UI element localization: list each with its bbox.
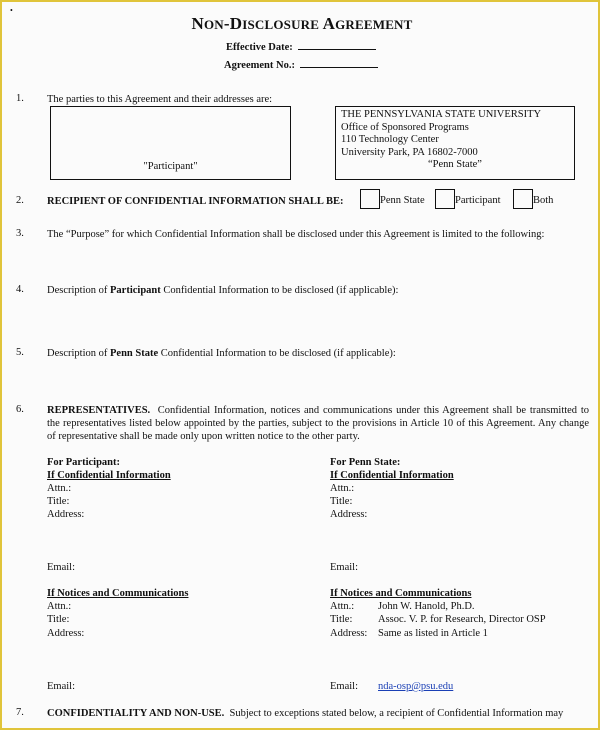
participant-ci-address-label: Address: [47,509,85,520]
pennstate-ci-address-label: Address: [330,509,368,520]
pennstate-nc-title-value: Assoc. V. P. for Research, Director OSP [378,614,546,625]
pennstate-nc-email-label: Email: [330,681,358,692]
section-number: 3. [16,228,24,239]
participant-ci-attn-label: Attn.: [47,483,72,494]
participant-ci-heading: If Confidential Information [47,470,171,481]
pennstate-nc-attn-label: Attn.: [330,601,355,612]
agreement-no-label: Agreement No.: [224,60,295,71]
option-penn-state-label: Penn State [380,195,425,206]
agreement-no-field[interactable] [300,57,378,68]
pennstate-reps-heading: For Penn State: [330,457,401,468]
section-number: 5. [16,347,24,358]
document-title: NON-DISCLOSURE AGREEMENT [191,14,413,33]
agreement-no-row [224,57,378,71]
address-line: THE PENNSYLVANIA STATE UNIVERSITY [341,109,542,120]
pennstate-address-box [335,106,575,180]
address-line: University Park, PA 16802-7000 [341,146,478,158]
section-3-text: The “Purpose” for which Confidential Information shall be disclosed under this Agreement is limited to the following: [47,229,545,240]
effective-date-field[interactable] [298,39,376,50]
pennstate-nc-address-value: Same as listed in Article 1 [378,628,488,639]
effective-date-row [226,39,376,53]
checkbox-participant[interactable] [435,189,455,209]
address-line: 110 Technology Center [341,134,439,145]
section-1-text: The parties to this Agreement and their addresses are: [47,94,273,105]
section-6-text: REPRESENTATIVES. Confidential Information, notices and communications under this Agreement shall be transmitted to the representatives listed below appointed by the parties, subject to the provisions in Article 10 of this Agreement. Any change of representative shall be made only upon written notice to the other party. [47,405,589,442]
section-5-text: Description of Penn State Confidential Information to be disclosed (if applicable): [47,348,396,359]
section-number: 4. [16,284,24,295]
participant-ci-email-label: Email: [47,562,75,573]
bullet-mark: • [10,6,13,15]
participant-nc-email-label: Email: [47,681,75,692]
participant-box-label: "Participant" [143,161,198,172]
pennstate-nc-heading: If Notices and Communications [330,588,472,599]
section-number: 7. [16,707,24,718]
option-both-label: Both [533,195,554,206]
section-2-text: RECIPIENT OF CONFIDENTIAL INFORMATION SHALL BE: [47,196,344,207]
pennstate-box-label: “Penn State” [428,159,482,170]
pennstate-nc-attn-value: John W. Hanold, Ph.D. [378,601,475,612]
participant-ci-title-label: Title: [47,496,70,507]
checkbox-penn-state[interactable] [360,189,380,209]
section-number: 2. [16,195,24,206]
pennstate-ci-email-label: Email: [330,562,358,573]
pennstate-ci-heading: If Confidential Information [330,470,454,481]
section-number: 1. [16,93,24,104]
pennstate-ci-title-label: Title: [330,496,353,507]
pennstate-ci-attn-label: Attn.: [330,483,355,494]
section-number: 6. [16,404,24,415]
participant-nc-heading: If Notices and Communications [47,588,189,599]
participant-address-box[interactable] [50,106,291,180]
pennstate-nc-title-label: Title: [330,614,353,625]
checkbox-both[interactable] [513,189,533,209]
section-7-text: CONFIDENTIALITY AND NON-USE. Subject to exceptions stated below, a recipient of Confidential Information may [47,708,564,719]
option-participant-label: Participant [455,195,501,206]
pennstate-email-link[interactable]: nda-osp@psu.edu [378,681,454,692]
participant-reps-heading: For Participant: [47,457,120,468]
participant-nc-attn-label: Attn.: [47,601,72,612]
address-line: Office of Sponsored Programs [341,121,469,133]
participant-nc-address-label: Address: [47,628,85,639]
section-4-text: Description of Participant Confidential Information to be disclosed (if applicable): [47,285,399,296]
pennstate-nc-address-label: Address: [330,628,368,639]
effective-date-label: Effective Date: [226,42,293,53]
participant-nc-title-label: Title: [47,614,70,625]
